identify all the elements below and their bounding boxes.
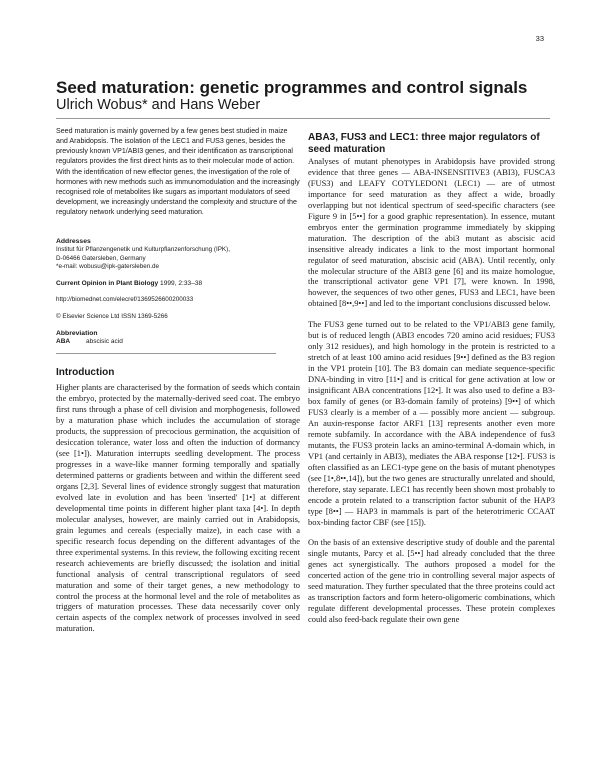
section-paragraph: The FUS3 gene turned out to be related to the VP1/ABI3 gene family, but is of reduced length (ABI3 encodes 720 amino acid residues; FUS3 only 312 residues), and high homology in the protein is restricted to a stretch of at least 100 amino acid residues [9••] defined as the B3 region in the VP1 protein [10]. The B3 domain can mediate sequence-specific DNA-binding in vitro [11•] and is critical for gene activation at low or insignificant ABA concentrations [12•]. It was also used to define a B3-box family of genes (or B3-domain family of proteins) [9••] of which FUS3 clearly is a member of a — possibly more ancient — subgroup. An auxin-response factor ARF1 [13] represents another even more remote subfamily. In accordance with the ABA independence of fus3 mutants, the FUS3 protein lacks an amino-terminal A-domain which, in VP1 (and certainly in ABI3), mediates the ABA response [12•]. FUS3 is often classified as an LEC1-type gene on the basis of mutant phenotypes (see [1•,8••,14]), but the two genes are structurally unrelated and should, therefore, stay separate. LEC1 has recently been shown most probably to encode a protein related to a transcription factor subunit of the HAP3 type [8••] — HAP3 in mammals is part of the heterotrimeric CCAAT box-binding factor CBF (see [15]). (308, 319, 555, 527)
article-authors: Ulrich Wobus* and Hans Weber (56, 97, 261, 113)
left-column (56, 126, 300, 634)
abstract: Seed maturation is mainly governed by a few genes best studied in maize and Arabidopsis. The isolation of the LEC1 and FUS3 genes, besides the previously known VP1/ABI3 genes, and their identification as transcriptional regulators provides the first direct hints as to their molecular mode of action. With the identification of new effector genes, the investigation of the role of hormones with new methods such as immunomodulation and the increasingly recognised role of metabolites like sugars as important modulators of seed development, we increasingly understand the complexity and structure of the regulatory network underlying seed maturation. (56, 127, 300, 217)
section-paragraph: On the basis of an extensive descriptive study of double and the parental single mutants, Parcy et al. [5••] had already concluded that the three genes act synergistically. The authors proposed a model for the concerted action of the gene trio in controlling several major aspects of seed maturation. They further speculated that the three proteins could act as transcription factors and form hetero-oligomeric combinations, which regulate different developmental processes. These protein complexes could also feed-back regulate their own gene (308, 537, 555, 625)
introduction-heading: Introduction (56, 367, 115, 379)
section-paragraph: Analyses of mutant phenotypes in Arabidopsis have provided strong evidence that three genes — ABA-INSENSITIVE3 (ABI3), FUSCA3 (FUS3) and LEAFY COTYLEDON1 (LEC1) — are of utmost importance for seed maturation as they affect a wide, broadly overlapping but not identical spectrum of seed-specific characters (see Figure 9 in [5••] for a good graphic representation). In essence, mutant embryos enter the germination programme immediately by skipping maturation. The description of the abi3 mutant as abscisic acid insensitive already indicates a link to the most important hormonal regulator of seed maturation, abscisic acid (ABA). Until recently, only the molecular structure of the ABI3 gene [6] and its maize homologue, the transcriptional activator gene VP1 [7], were known. In 1998, however, the sequences of two other genes, FUS3 and LEC1, have been obtained [8••,9••] and led to the important conclusions discussed below. (308, 156, 555, 309)
right-column (308, 132, 555, 625)
section-heading: ABA3, FUS3 and LEC1: three major regulators of seed maturation (308, 132, 540, 155)
journal-details: 1999, 2:33–38 (158, 280, 203, 288)
introduction-text: Higher plants are characterised by the formation of seeds which contain the embryo, protected by the maternally-derived seed coat. The embryo first runs through a phase of cell division and morphogenesis, followed by a maturation phase which includes the accumulation of storage products, the suppression of precocious germination, the acquisition of desiccation tolerance, water loss and often the induction of dormancy (see [1•]). Maturation interrupts seedling development. The process progresses in a wave-like manner forming temporally and spatially determined patterns or gradients between and within the different seed organs [2,3]. Several lines of evidence strongly suggest that maturation evolved late in evolution and has been 'inserted' [1•] at different developmental time points in different higher plant taxa [4•]. In depth molecular analyses, however, are mainly carried out in Arabidopsis, grain legumes and cereals (especially maize), in each case with a specific research focus depending on the different advantages of the three experimental systems. In this review, the following exciting recent research achievements are briefly discussed; the isolation and initial functional analysis of central transcriptional regulators of seed maturation and some of their target genes, a new methodology to control the process at the hormonal level and the role of metabolites as triggers of maturation processes. These data necessarily cover only certain aspects of the complex network of processes involved in seed maturation. (56, 382, 300, 634)
journal-name: Current Opinion in Plant Biology (56, 280, 159, 288)
title-rule (56, 118, 550, 119)
abbreviation-definition: abscisic acid (86, 337, 123, 345)
article-title: Seed maturation: genetic programmes and control signals (56, 78, 528, 97)
abbreviation-term: ABA (56, 337, 71, 345)
journal-citation (56, 279, 300, 288)
abbreviation-row (56, 338, 300, 347)
copyright-line: © Elsevier Science Ltd ISSN 1369-5266 (56, 312, 168, 320)
abbreviation-heading: Abbreviation (56, 329, 98, 337)
address-line: Institut für Pflanzengenetik und Kulturpflanzenforschung (IPK), (56, 246, 230, 254)
page-number: 33 (535, 34, 544, 43)
email-address: *e-mail: wobusu@ipk-gatersleben.de (56, 263, 159, 270)
addresses-heading: Addresses (56, 238, 91, 246)
article-url: http://biomednet.com/elecref/1369526600200033 (56, 296, 194, 304)
address-line: D-06466 Gatersleben, Germany (56, 254, 146, 262)
